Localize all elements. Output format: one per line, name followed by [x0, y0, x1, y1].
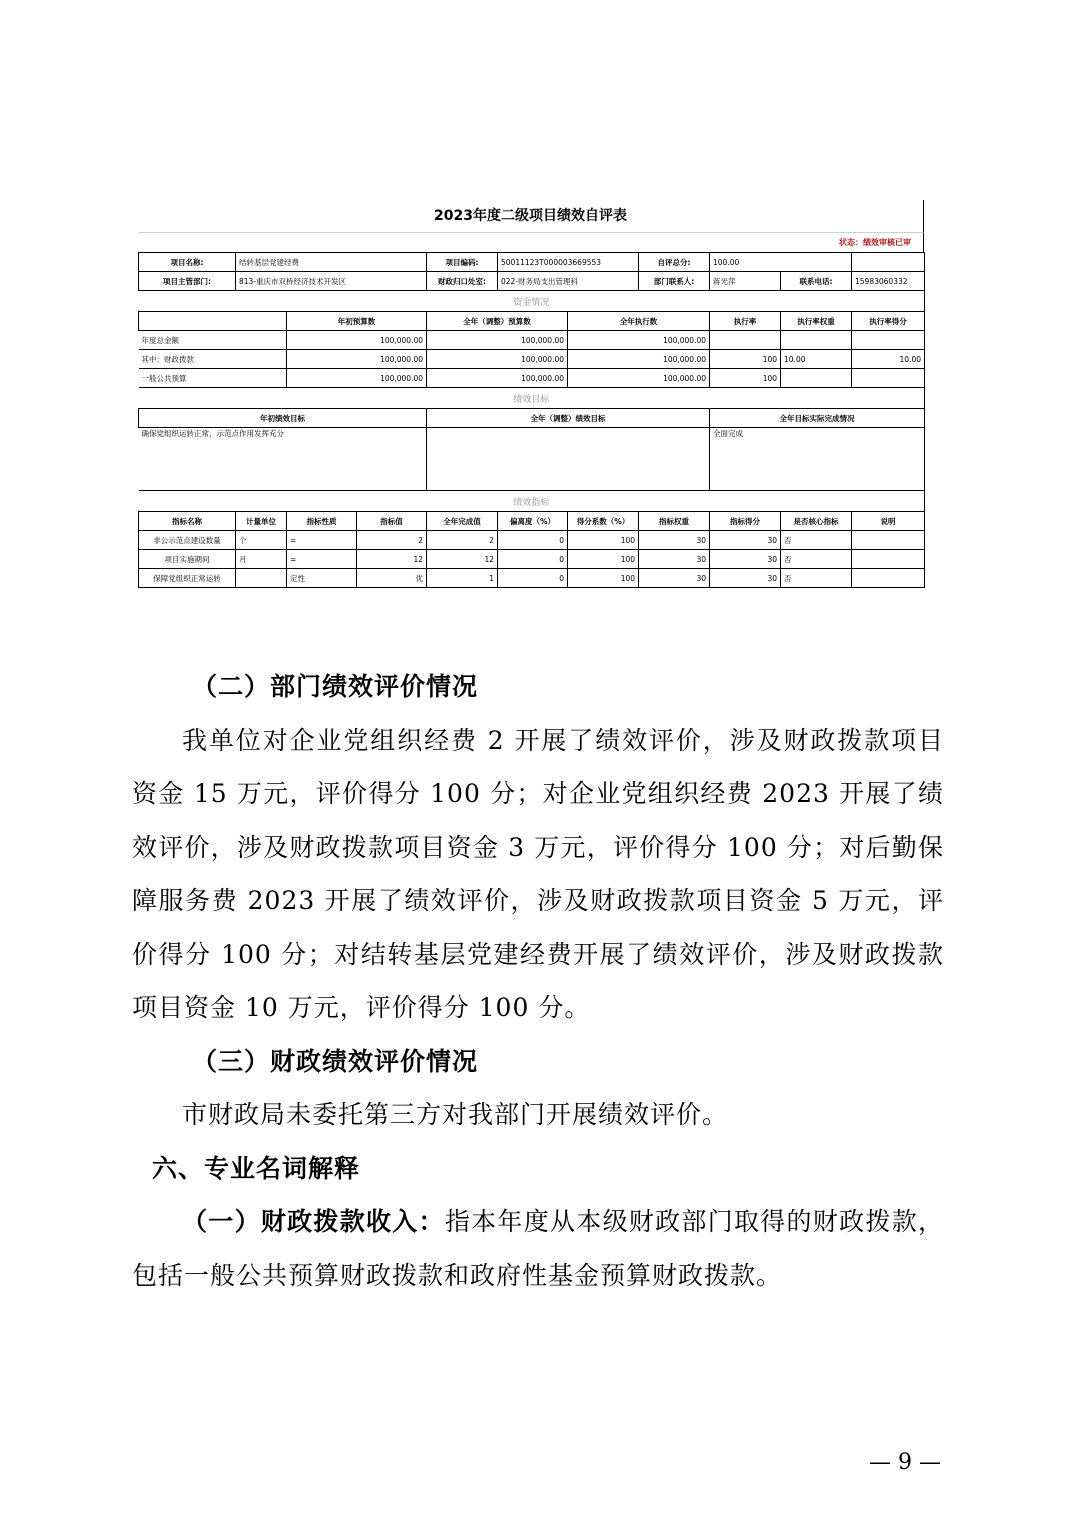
table-row: 保障党组织正常运转 定性 优 1 0 100 30 30 否 — [139, 569, 925, 588]
score-label: 自评总分: — [639, 253, 710, 272]
performance-table — [138, 252, 925, 588]
section-heading-dept-eval: （二）部门绩效评价情况 — [192, 672, 479, 701]
goal-row — [139, 428, 925, 491]
table-row: 其中：财政拨款 100,000.00 100,000.00 100,000.00 100 10.00 10.00 — [139, 350, 925, 369]
project-code-label: 项目编码: — [427, 253, 498, 272]
table-row: 一般公共预算 100,000.00 100,000.00 100,000.00 100 — [139, 369, 925, 388]
goal-actual: 全面完成 — [710, 428, 925, 491]
project-code: 50011123T000003669553 — [498, 253, 639, 272]
funds-section-title: 资金情况 — [139, 291, 925, 312]
goal-section-title: 绩效目标 — [139, 388, 925, 409]
contact-label: 部门联系人: — [639, 272, 710, 291]
dept-label: 项目主管部门: — [139, 272, 236, 291]
paragraph-fin-eval: 市财政局未委托第三方对我部门开展绩效评价。 — [182, 1100, 729, 1129]
info-row-1 — [139, 253, 925, 272]
funds-header: 全年执行数 — [568, 312, 710, 331]
office-label: 财政归口处室: — [427, 272, 498, 291]
status-badge: 状态：绩效审核已审 — [138, 232, 924, 252]
goal-header: 全年目标实际完成情况 — [710, 409, 925, 428]
project-name: 结转基层党建经费 — [236, 253, 427, 272]
performance-sheet — [138, 200, 924, 588]
table-row: 项目实施期间 月 = 12 12 0 100 30 30 否 — [139, 550, 925, 569]
table-row: 非公示范点建设数量 个 = 2 2 0 100 30 30 否 — [139, 531, 925, 550]
indicator-header-row: 指标名称 计量单位 指标性质 指标值 全年完成值 偏离度（%） 得分系数（%） 指标权重 指标得分 是否核心指标 说明 — [139, 512, 925, 531]
section-heading-fin-eval: （三）财政绩效评价情况 — [192, 1046, 479, 1076]
office-value: 022-财务局支出管理科 — [498, 272, 639, 291]
term-definition: 指本年度从本级财政部门取得的财政拨款，包括一般公共预算财政拨款和政府性基金预算财政拨款。 — [132, 1207, 944, 1290]
paragraph-dept-eval: 我单位对企业党组织经费 2 开展了绩效评价，涉及财政拨款项目资金 15 万元，评价得分 100 分；对企业党组织经费 2023 开展了绩效评价，涉及财政拨款项目资金 3 万元，评价得分 100 分；对后勤保障服务费 2023 开展了绩效评价，涉及财政拨款项目资金 5 万元，评价得分 100 分；对结转基层党建经费开展了绩效评价，涉及财政拨款项目资金 10 万元，评价得分 100 分。 — [132, 725, 944, 1022]
goal-header: 年初绩效目标 — [139, 409, 427, 428]
funds-header-row — [139, 312, 925, 331]
funds-header: 执行率得分 — [852, 312, 925, 331]
funds-header: 执行率 — [710, 312, 781, 331]
goal-header: 全年（调整）绩效目标 — [427, 409, 710, 428]
goal-adjusted — [427, 428, 710, 491]
funds-header: 全年（调整）预算数 — [427, 312, 568, 331]
sheet-title: 2023年度二级项目绩效自评表 — [138, 200, 924, 232]
goal-initial: 确保党组织运转正常，示范点作用发挥充分 — [139, 428, 427, 491]
document-body — [132, 660, 944, 1302]
phone-label: 联系电话: — [781, 272, 852, 291]
table-row: 年度总金额 100,000.00 100,000.00 100,000.00 — [139, 331, 925, 350]
section-heading-terms: 六、专业名词解释 — [152, 1153, 361, 1183]
indicator-section-title: 绩效指标 — [139, 491, 925, 512]
contact-value: 蒋光萍 — [710, 272, 781, 291]
total-score: 100.00 — [710, 253, 852, 272]
dept-value: 813-重庆市双桥经济技术开发区 — [236, 272, 427, 291]
goal-header-row — [139, 409, 925, 428]
page-number: — 9 — — [869, 1450, 941, 1475]
funds-header: 执行率权重 — [781, 312, 852, 331]
funds-header: 年初预算数 — [287, 312, 427, 331]
paragraph-term-1 — [132, 1195, 944, 1302]
info-row-2 — [139, 272, 925, 291]
phone-value: 15983060332 — [852, 272, 925, 291]
project-name-label: 项目名称: — [139, 253, 236, 272]
term-label: （一）财政拨款收入： — [182, 1207, 445, 1236]
